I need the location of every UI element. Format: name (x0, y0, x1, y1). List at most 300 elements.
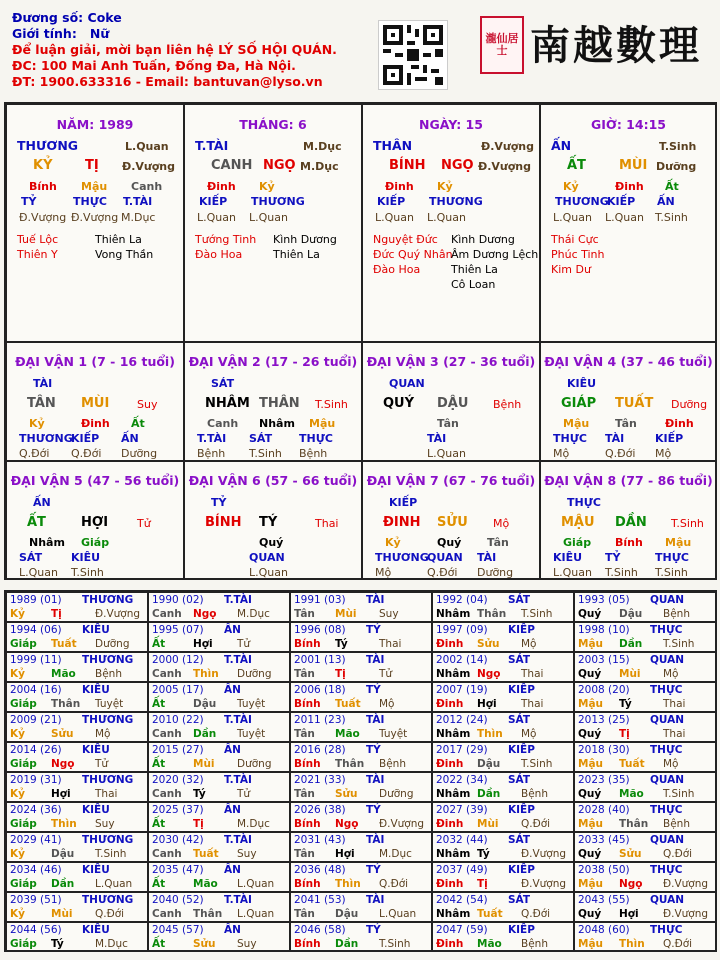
year-stem: Nhâm (436, 668, 471, 680)
year-label: 1993 (05) (578, 594, 630, 606)
gender-value: Nữ (89, 26, 110, 41)
year-label: 2003 (15) (578, 654, 630, 666)
year-stem: Giáp (10, 758, 37, 770)
year-branch: Sửu (335, 788, 358, 800)
brand-logo: 南越數理 (530, 22, 702, 69)
dai-van-branch: SỬU (437, 515, 468, 530)
star-left: Đào Hoa (195, 248, 243, 261)
dai-van-state: Dưỡng (671, 398, 708, 411)
year-label: 2027 (39) (436, 804, 488, 816)
dai-van-title: ĐẠI VẬN 5 (47 - 56 tuổi) (10, 473, 180, 488)
hidden-god: T.TÀI (123, 195, 153, 208)
year-state: Tử (379, 668, 393, 680)
year-state: M.Dục (95, 938, 128, 950)
year-god: ẤN (224, 804, 241, 816)
year-cell (148, 892, 290, 922)
year-label: 2038 (50) (578, 864, 630, 876)
pillar-cell (184, 104, 362, 342)
year-stem: Đinh (436, 878, 464, 890)
year-god: KIÊU (82, 864, 110, 876)
year-god: ẤN (224, 924, 241, 936)
year-state: Q.Đới (95, 908, 125, 920)
year-cell (6, 892, 148, 922)
year-stem: Quý (578, 788, 602, 800)
year-god: KIÊU (82, 624, 110, 636)
year-cell (432, 892, 574, 922)
hidden-state: M.Dục (121, 211, 156, 224)
year-god: QUAN (650, 774, 685, 786)
year-god: QUAN (650, 654, 685, 666)
hidden-state: L.Quan (427, 211, 466, 224)
year-god: KIÊU (82, 804, 110, 816)
year-cell (432, 832, 574, 862)
year-god: T.TÀI (224, 714, 252, 726)
year-cell (290, 892, 432, 922)
star-left: Thiên Y (17, 248, 58, 261)
year-branch: Tuất (51, 638, 77, 650)
year-state: Bệnh (663, 608, 690, 620)
year-label: 2026 (38) (294, 804, 346, 816)
year-label: 2034 (46) (10, 864, 62, 876)
year-state: Tử (237, 788, 251, 800)
hidden-state: L.Quan (375, 211, 414, 224)
year-cell (290, 802, 432, 832)
year-state: Q.Đới (663, 938, 693, 950)
year-stem: Quý (578, 668, 602, 680)
year-branch: Tý (477, 848, 490, 860)
pillar-cell (6, 104, 184, 342)
year-stem: Mậu (578, 698, 604, 710)
heaven-god: THÂN (373, 138, 413, 153)
year-branch: Hợi (51, 788, 71, 800)
year-branch: Ngọ (335, 818, 359, 830)
year-god: TỶ (366, 804, 381, 816)
year-stem: Nhâm (436, 848, 471, 860)
year-state: Q.Đới (379, 878, 409, 890)
year-state: L.Quan (379, 908, 417, 920)
year-god: TÀI (366, 834, 385, 846)
year-stem: Đinh (436, 698, 464, 710)
earth-branch: NGỌ (441, 158, 474, 173)
heaven-god: THƯƠNG (17, 138, 79, 153)
year-god: THƯƠNG (82, 774, 134, 786)
star-right: Thiên La (451, 263, 498, 276)
year-label: 1995 (07) (152, 624, 204, 636)
dai-van-title: ĐẠI VẬN 6 (57 - 66 tuổi) (188, 473, 358, 488)
year-label: 2030 (42) (152, 834, 204, 846)
year-branch: Thìn (477, 728, 503, 740)
year-state: Dưỡng (237, 668, 272, 680)
year-stem: Canh (152, 848, 182, 860)
year-branch: Tý (619, 698, 632, 710)
year-state: Bệnh (521, 938, 548, 950)
dai-van-god: KIÊU (567, 377, 597, 390)
star-right: Âm Dương Lệch (451, 248, 539, 261)
year-label: 1991 (03) (294, 594, 346, 606)
year-branch: Mão (51, 668, 76, 680)
hidden-stem: Giáp (563, 536, 592, 549)
branch-state: Đ.Vượng (122, 160, 176, 173)
year-branch: Dậu (619, 608, 643, 620)
year-branch: Tị (51, 608, 62, 620)
year-label: 2035 (47) (152, 864, 204, 876)
year-stem: Tân (294, 608, 315, 620)
year-stem: Tân (294, 908, 315, 920)
year-label: 1992 (04) (436, 594, 488, 606)
year-god: TÀI (366, 654, 385, 666)
dai-van-cell (540, 461, 717, 580)
year-branch: Tị (335, 668, 346, 680)
year-cell (148, 802, 290, 832)
dai-van-title: ĐẠI VẬN 1 (7 - 16 tuổi) (15, 354, 175, 369)
hidden-state: T.Sinh (249, 447, 282, 460)
year-stem: Nhâm (436, 608, 471, 620)
qr-code-icon (378, 20, 448, 90)
dai-van-god: THỰC (567, 496, 601, 509)
year-branch: Dần (193, 728, 217, 740)
year-branch: Dần (51, 878, 75, 890)
year-stem: Giáp (10, 638, 37, 650)
year-label: 2037 (49) (436, 864, 488, 876)
year-god: QUAN (650, 834, 685, 846)
year-god: SÁT (508, 834, 531, 846)
hidden-god: T.TÀI (197, 432, 227, 445)
hidden-god: THƯƠNG (251, 195, 305, 208)
year-branch: Hợi (193, 638, 213, 650)
year-state: Mộ (95, 728, 111, 740)
hidden-stem: Kỷ (437, 180, 453, 193)
year-label: 1999 (11) (10, 654, 62, 666)
star-right: Cô Loan (451, 278, 496, 291)
hidden-stem: Đinh (385, 180, 414, 193)
year-label: 2010 (22) (152, 714, 204, 726)
year-god: THƯƠNG (82, 894, 134, 906)
year-cell (148, 832, 290, 862)
year-branch: Tị (193, 818, 204, 830)
earth-branch: MÙI (619, 158, 648, 173)
year-cell (432, 862, 574, 892)
year-cell (148, 652, 290, 682)
year-god: THƯƠNG (82, 714, 134, 726)
year-stem: Quý (578, 608, 602, 620)
pillar-title: THÁNG: 6 (239, 117, 307, 132)
year-stem: Ất (152, 758, 166, 770)
year-god: TỶ (366, 684, 381, 696)
year-cell (148, 712, 290, 742)
year-cell (6, 742, 148, 772)
hidden-stem: Đinh (665, 417, 694, 430)
dai-van-stem: TÂN (27, 396, 56, 411)
year-branch: Hợi (619, 908, 639, 920)
hidden-state: L.Quan (427, 447, 466, 460)
branch-state: Đ.Vượng (478, 160, 532, 173)
hidden-state: T.Sinh (71, 566, 104, 579)
year-stem: Mậu (578, 758, 604, 770)
year-stem: Tân (294, 788, 315, 800)
year-cell (574, 862, 716, 892)
year-cell (6, 682, 148, 712)
year-state: L.Quan (237, 878, 275, 890)
year-stem: Bính (294, 638, 321, 650)
phone-email-line: ĐT: 1900.633316 - Email: bantuvan@lyso.vn (12, 74, 323, 89)
star-left: Đức Quý Nhân (373, 248, 453, 261)
hidden-state: L.Quan (605, 211, 644, 224)
branch-state: Dưỡng (656, 160, 697, 173)
year-cell (148, 682, 290, 712)
pillar-title: GIỜ: 14:15 (591, 117, 666, 132)
hidden-state: T.Sinh (655, 566, 688, 579)
year-branch: Sửu (477, 638, 500, 650)
hidden-stem: Kỷ (259, 180, 275, 193)
year-label: 2029 (41) (10, 834, 62, 846)
hidden-state: Q.Đới (19, 447, 50, 460)
year-cell (6, 622, 148, 652)
hidden-state: Q.Đới (427, 566, 458, 579)
year-stem: Đinh (436, 758, 464, 770)
contact-line: Để luận giải, mời bạn liên hệ LÝ SỐ HỘI QUÁN. (12, 42, 337, 57)
year-state: Tuyệt (237, 728, 266, 740)
year-state: Q.Đới (663, 848, 693, 860)
year-state: Đ.Vượng (521, 848, 567, 860)
year-label: 2024 (36) (10, 804, 62, 816)
year-branch: Thân (477, 608, 507, 620)
year-state: Suy (237, 938, 257, 950)
year-cell (290, 592, 432, 622)
hidden-state: Q.Đới (605, 447, 636, 460)
year-state: Dưỡng (237, 758, 272, 770)
year-branch: Mùi (51, 908, 73, 920)
year-god: KIẾP (508, 924, 535, 936)
year-label: 2039 (51) (10, 894, 62, 906)
dai-van-branch: DẦN (615, 515, 647, 530)
year-god: THỰC (650, 624, 683, 636)
year-state: Suy (237, 848, 257, 860)
year-stem: Ất (152, 638, 166, 650)
year-branch: Tý (193, 788, 206, 800)
hidden-stem: Canh (131, 180, 163, 193)
year-label: 2041 (53) (294, 894, 346, 906)
year-state: Q.Đới (521, 818, 551, 830)
hidden-state: L.Quan (553, 566, 592, 579)
dai-van-branch: TUẤT (615, 396, 654, 411)
year-god: T.TÀI (224, 834, 252, 846)
hidden-state: L.Quan (249, 566, 288, 579)
hidden-god: KIẾP (377, 195, 406, 208)
year-god: KIÊU (82, 744, 110, 756)
year-god: SÁT (508, 594, 531, 606)
year-branch: Dần (335, 938, 359, 950)
year-state: Bệnh (663, 818, 690, 830)
year-stem: Mậu (578, 818, 604, 830)
year-branch: Hợi (335, 848, 355, 860)
year-cell (432, 922, 574, 952)
hidden-state: Mộ (375, 566, 392, 579)
hidden-stem: Canh (207, 417, 239, 430)
hidden-state: Đ.Vượng (71, 211, 119, 224)
hidden-god: ẤN (657, 195, 675, 208)
hidden-god: THỰC (299, 432, 333, 445)
year-branch: Tị (619, 728, 630, 740)
hidden-stem: Bính (29, 180, 57, 193)
heaven-god-state: T.Sinh (659, 140, 697, 153)
year-god: TỶ (366, 624, 381, 636)
hidden-stem: Mậu (81, 180, 108, 193)
star-left: Phúc Tinh (551, 248, 605, 261)
year-stem: Đinh (436, 938, 464, 950)
year-cell (148, 742, 290, 772)
heaven-god: T.TÀI (195, 138, 229, 153)
year-cell (574, 832, 716, 862)
year-branch: Tuất (193, 848, 219, 860)
dai-van-state: T.Sinh (671, 517, 704, 530)
hidden-state: Dưỡng (121, 447, 158, 460)
hidden-stem: Tân (487, 536, 509, 549)
year-cell (432, 682, 574, 712)
year-label: 2044 (56) (10, 924, 62, 936)
year-stem: Kỷ (10, 788, 25, 800)
hidden-state: L.Quan (197, 211, 236, 224)
hidden-stem: Kỷ (563, 180, 579, 193)
year-stem: Mậu (578, 878, 604, 890)
year-god: ẤN (224, 744, 241, 756)
year-cell (148, 922, 290, 952)
year-label: 2047 (59) (436, 924, 488, 936)
year-stem: Bính (294, 698, 321, 710)
star-left: Tuế Lộc (17, 233, 59, 246)
year-label: 2046 (58) (294, 924, 346, 936)
star-right: Thiên La (273, 248, 320, 261)
year-cell (6, 592, 148, 622)
hidden-stem: Giáp (81, 536, 110, 549)
hidden-stem: Đinh (207, 180, 236, 193)
star-right: Vong Thần (95, 248, 154, 261)
year-label: 2028 (40) (578, 804, 630, 816)
hidden-stem: Mậu (563, 417, 590, 430)
year-state: Đ.Vượng (663, 908, 709, 920)
star-left: Kim Dư (551, 263, 591, 276)
year-stem: Bính (294, 818, 321, 830)
year-stem: Đinh (436, 638, 464, 650)
year-stem: Nhâm (436, 908, 471, 920)
year-god: T.TÀI (224, 774, 252, 786)
hidden-stem: Quý (437, 536, 462, 549)
star-right: Kình Dương (273, 233, 337, 246)
year-stem: Quý (578, 848, 602, 860)
year-state: T.Sinh (663, 638, 695, 650)
earth-branch: TỊ (85, 158, 99, 173)
year-label: 1994 (06) (10, 624, 62, 636)
hidden-god: SÁT (19, 551, 43, 564)
year-god: THỰC (650, 744, 683, 756)
hidden-stem: Tân (615, 417, 637, 430)
hidden-god: THƯƠNG (429, 195, 483, 208)
year-label: 2000 (12) (152, 654, 204, 666)
year-state: Tử (95, 758, 109, 770)
year-label: 2032 (44) (436, 834, 488, 846)
dai-van-title: ĐẠI VẬN 4 (37 - 46 tuổi) (544, 354, 713, 369)
dai-van-state: T.Sinh (315, 398, 348, 411)
year-cell (6, 832, 148, 862)
year-cell (148, 622, 290, 652)
hidden-god: TỶ (21, 195, 37, 208)
year-label: 2013 (25) (578, 714, 630, 726)
year-label: 2015 (27) (152, 744, 204, 756)
year-stem: Quý (578, 908, 602, 920)
hidden-state: L.Quan (19, 566, 58, 579)
dai-van-title: ĐẠI VẬN 3 (27 - 36 tuổi) (366, 354, 536, 369)
year-branch: Dậu (335, 908, 359, 920)
year-state: Đ.Vượng (521, 878, 567, 890)
year-cell (6, 862, 148, 892)
heaven-god-state: M.Dục (303, 140, 342, 153)
hidden-stem: Ất (665, 180, 679, 193)
year-god: TÀI (366, 714, 385, 726)
year-cell (574, 922, 716, 952)
year-cell (6, 712, 148, 742)
year-stem: Giáp (10, 818, 37, 830)
year-branch: Mùi (477, 818, 499, 830)
dai-van-stem: BÍNH (205, 515, 242, 530)
star-right: Kình Dương (451, 233, 515, 246)
year-branch: Tuất (477, 908, 503, 920)
earth-branch: NGỌ (263, 158, 296, 173)
gender-label: Giới tính: (12, 26, 77, 41)
hidden-state: L.Quan (553, 211, 592, 224)
year-branch: Thân (619, 818, 649, 830)
year-god: KIẾP (508, 804, 535, 816)
year-branch: Mùi (193, 758, 215, 770)
year-stem: Quý (578, 728, 602, 740)
year-stem: Ất (152, 878, 166, 890)
year-god: ẤN (224, 864, 241, 876)
year-branch: Thân (193, 908, 223, 920)
year-cell (290, 682, 432, 712)
dai-van-branch: HỢI (81, 515, 109, 530)
year-cell (290, 712, 432, 742)
year-cell (290, 862, 432, 892)
year-cell (432, 592, 574, 622)
year-label: 2020 (32) (152, 774, 204, 786)
dai-van-cell (540, 342, 717, 461)
year-branch: Thìn (193, 668, 219, 680)
dai-van-stem: ẤT (27, 515, 46, 530)
year-cell (432, 622, 574, 652)
star-left: Nguyệt Đức (373, 233, 438, 246)
year-label: 2048 (60) (578, 924, 630, 936)
year-stem: Tân (294, 728, 315, 740)
year-stem: Kỷ (10, 908, 25, 920)
hidden-god: THỰC (655, 551, 689, 564)
header-info (12, 10, 337, 90)
year-stem: Kỷ (10, 608, 25, 620)
hidden-god: TÀI (427, 432, 447, 445)
dai-van-god: KIẾP (389, 496, 418, 509)
year-branch: Ngọ (619, 878, 643, 890)
year-branch: Thìn (335, 878, 361, 890)
year-god: THƯƠNG (82, 834, 134, 846)
year-stem: Mậu (578, 938, 604, 950)
dai-van-god: TÀI (33, 377, 53, 390)
year-cell (290, 922, 432, 952)
dai-van-branch: MÙI (81, 396, 110, 411)
year-label: 1997 (09) (436, 624, 488, 636)
year-label: 2008 (20) (578, 684, 630, 696)
hidden-god: KIẾP (199, 195, 228, 208)
year-stem: Đinh (436, 818, 464, 830)
year-label: 2014 (26) (10, 744, 62, 756)
year-god: TỶ (366, 924, 381, 936)
year-god: THƯƠNG (82, 594, 134, 606)
